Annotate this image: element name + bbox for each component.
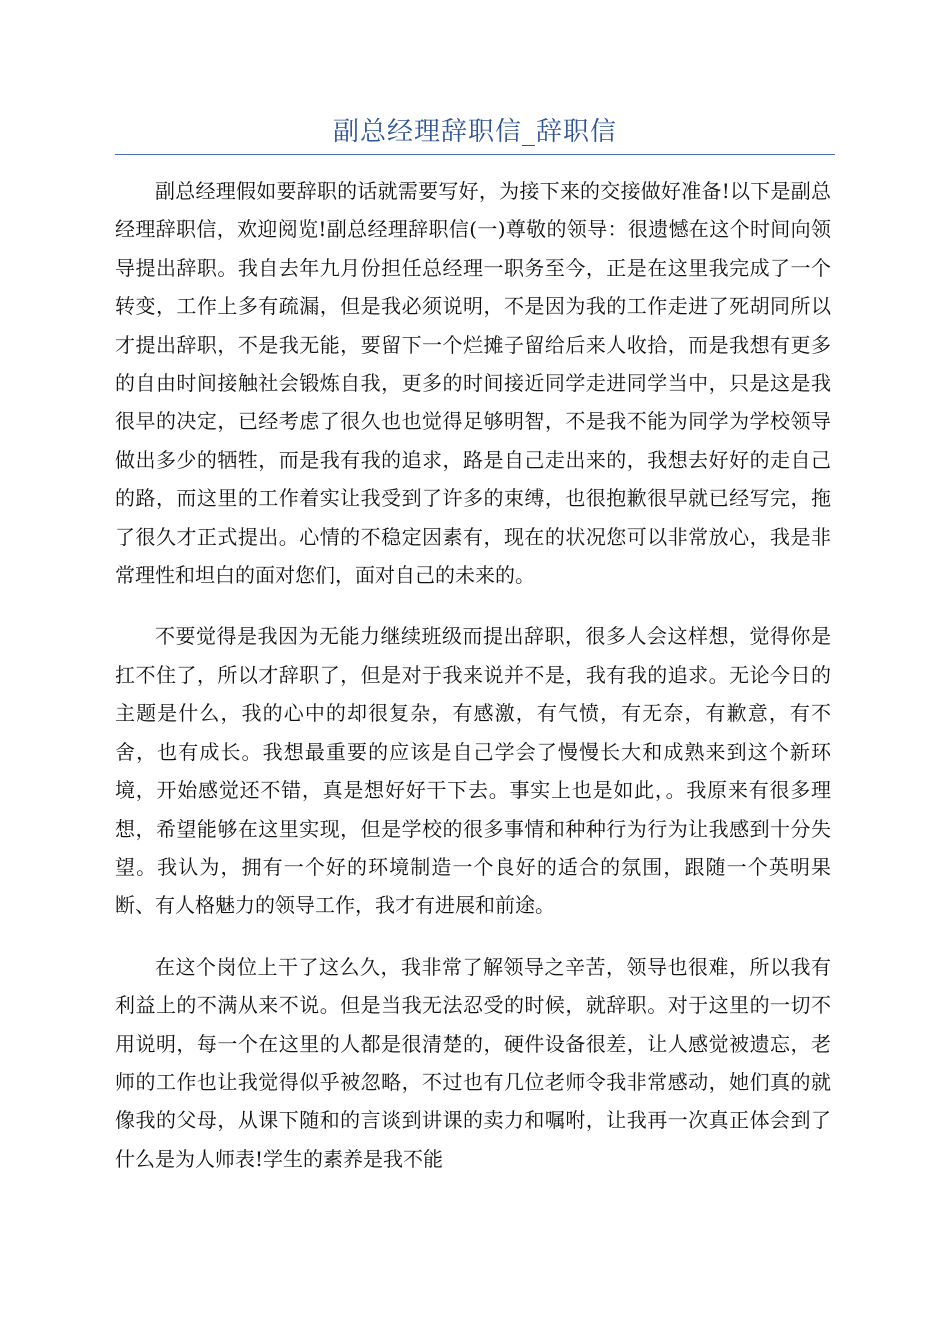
document-body bbox=[115, 172, 831, 1201]
paragraph-3: 在这个岗位上干了这么久，我非常了解领导之辛苦，领导也很难，所以我有利益上的不满从来不说。但是当我无法忍受的时候，就辞职。对于这里的一切不用说明，每一个在这里的人都是很清楚的，硬件设备很差，让人感觉被遗忘，老师的工作也让我觉得似乎被忽略，不过也有几位老师令我非常感动，她们真的就像我的父母，从课下随和的言谈到讲课的卖力和嘱咐，让我再一次真正体会到了什么是为人师表!学生的素养是我不能 bbox=[115, 954, 831, 1171]
document-title: 副总经理辞职信_辞职信 bbox=[332, 117, 617, 147]
paragraph-2: 不要觉得是我因为无能力继续班级而提出辞职，很多人会这样想，觉得你是扛不住了，所以才辞职了，但是对于我来说并不是，我有我的追求。无论今日的主题是什么，我的心中的却很复杂，有感激，有气愤，有无奈，有歉意，有不舍，也有成长。我想最重要的应该是自己学会了慢慢长大和成熟来到这个新环境，开始感觉还不错，真是想好好干下去。事实上也是如此，。我原来有很多理想，希望能够在这里实现，但是学校的很多事情和种种行为行为让我感到十分失望。我认为，拥有一个好的环境制造一个良好的适合的氛围，跟随一个英明果断、有人格魅力的领导工作，我才有进展和前途。 bbox=[115, 624, 831, 918]
paragraph-1: 副总经理假如要辞职的话就需要写好，为接下来的交接做好准备!以下是副总经理辞职信，欢迎阅览!副总经理辞职信(一)尊敬的领导：很遗憾在这个时间向领导提出辞职。我自去年九月份担任总经理一职务至今，正是在这里我完成了一个转变，工作上多有疏漏，但是我必须说明，不是因为我的工作走进了死胡同所以才提出辞职，不是我无能，要留下一个烂摊子留给后来人收拾，而是我想有更多的自由时间接触社会锻炼自我，更多的时间接近同学走进同学当中，只是这是我很早的决定，已经考虑了很久也也觉得足够明智，不是我不能为同学为学校领导做出多少的牺牲，而是我有我的追求，路是自己走出来的，我想去好好的走自己的路，而这里的工作着实让我受到了许多的束缚，也很抱歉很早就已经写完，拖了很久才正式提出。心情的不稳定因素有，现在的状况您可以非常放心，我是非常理性和坦白的面对您们，面对自己的未来的。 bbox=[115, 179, 831, 588]
title-underline bbox=[115, 154, 835, 155]
